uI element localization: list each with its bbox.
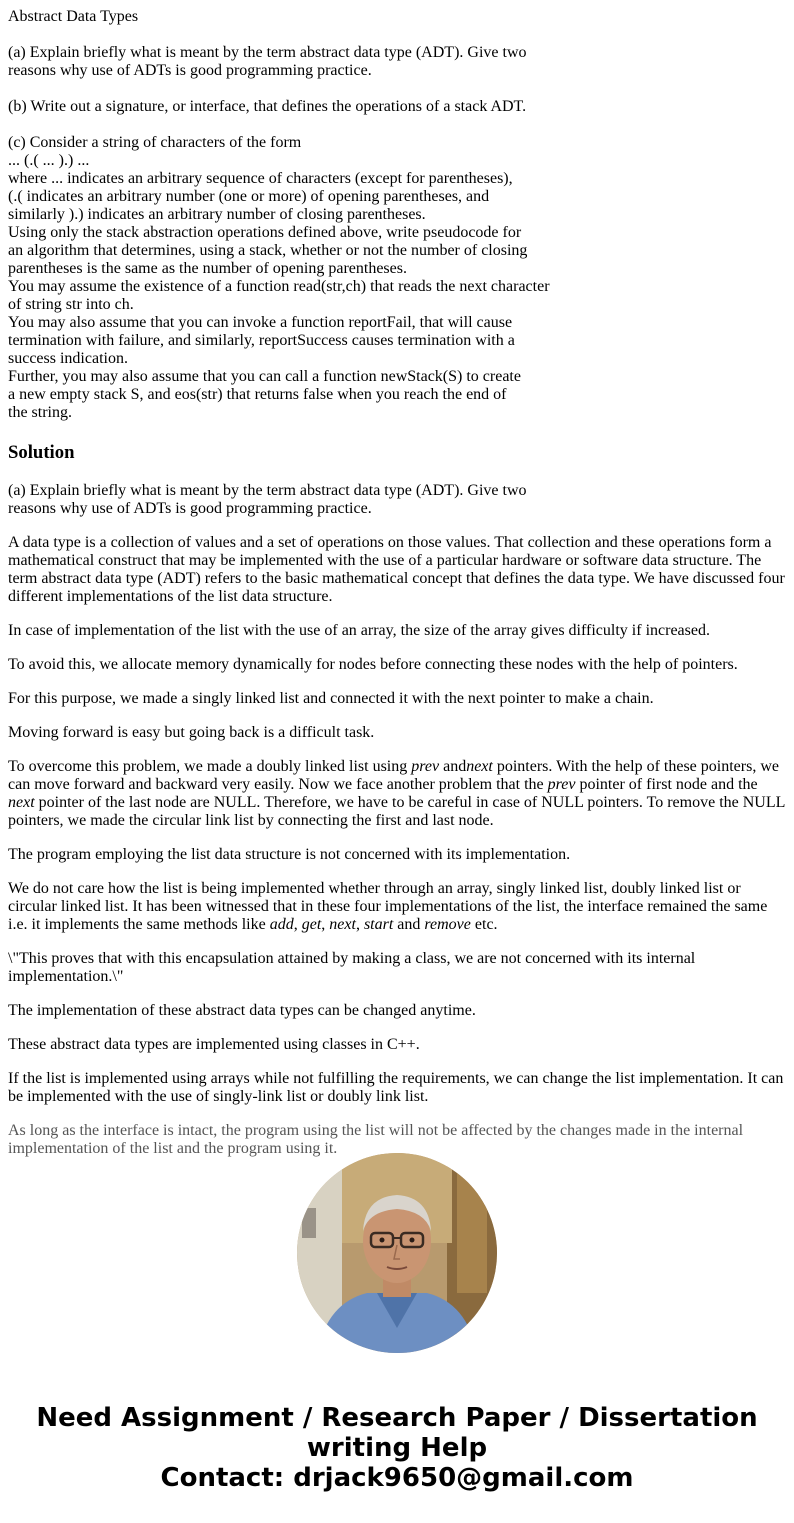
solution-heading: Solution: [8, 442, 75, 463]
solution-paragraph: A data type is a collection of values and a set of operations on those values. That collection and these operations form a mathematical construct that may be implemented with the use of a particular hardware or software data structure. The term abstract data type (ADT) refers to the basic mathematical concept that defines the data type. We have discussed four different implementations of the list data structure.: [8, 534, 785, 605]
solution-paragraph: To overcome this problem, we made a doubly linked list using prev andnext pointers. With the help of these pointers, we can move forward and backward very easily. Now we face another problem that the prev pointer of first node and the next pointer of the last node are NULL. Therefore, we have to be careful in case of NULL pointers. To remove the NULL pointers, we made the circular link list by connecting the first and last node.: [8, 758, 785, 829]
solution-restated-question: (a) Explain briefly what is meant by the term abstract data type (ADT). Give two reasons why use of ADTs is good programming practice.: [8, 482, 527, 517]
solution-paragraph: If the list is implemented using arrays while not fulfilling the requirements, we can change the list implementation. It can be implemented with the use of singly-link list or doubly link list.: [8, 1070, 784, 1105]
solution-paragraph: Moving forward is easy but going back is a difficult task.: [8, 724, 375, 741]
solution-paragraph: These abstract data types are implemented using classes in C++.: [8, 1036, 420, 1053]
solution-paragraph: The implementation of these abstract data types can be changed anytime.: [8, 1002, 476, 1019]
question-part-c-line: success indication.: [8, 350, 128, 367]
question-part-c-line: similarly ).) indicates an arbitrary number of closing parentheses.: [8, 206, 426, 223]
question-part-c-line: Using only the stack abstraction operations defined above, write pseudocode for: [8, 224, 522, 241]
footer-line: Need Assignment / Research Paper / Dissertation: [36, 1403, 758, 1433]
document-content: [8, 0, 788, 1157]
question-part-c-line: ... (.( ... ).) ...: [8, 152, 90, 169]
question-part-c-line: (.( indicates an arbitrary number (one or more) of opening parentheses, and: [8, 188, 490, 205]
question-block: [8, 8, 788, 422]
solution-paragraph: To avoid this, we allocate memory dynamically for nodes before connecting these nodes with the help of pointers.: [8, 656, 738, 673]
question-part-c-line: an algorithm that determines, using a stack, whether or not the number of closing: [8, 242, 528, 259]
question-part-c-line: where ... indicates an arbitrary sequence of characters (except for parentheses),: [8, 170, 513, 187]
solution-paragraph: \"This proves that with this encapsulation attained by making a class, we are not concerned with its internal implementation.\": [8, 950, 696, 985]
solution-paragraph: The program employing the list data structure is not concerned with its implementation.: [8, 846, 571, 863]
question-part-c-line: parentheses is the same as the number of opening parentheses.: [8, 260, 407, 277]
question-part-b-line: (b) Write out a signature, or interface, that defines the operations of a stack ADT.: [8, 98, 527, 115]
question-title: Abstract Data Types: [8, 8, 139, 25]
solution-paragraph: We do not care how the list is being implemented whether through an array, singly linked list, doubly linked list or circular linked list. It has been witnessed that in these four implementations of the list, the interface remained the same i.e. it implements the same methods like add, get, next, start and remove etc.: [8, 880, 768, 933]
question-part-c-line: Further, you may also assume that you can call a function newStack(S) to create: [8, 368, 521, 385]
author-avatar: [297, 1153, 497, 1353]
question-part-c-line: the string.: [8, 404, 72, 421]
question-part-c-line: termination with failure, and similarly, reportSuccess causes termination with a: [8, 332, 515, 349]
question-part-c-line: You may assume the existence of a function read(str,ch) that reads the next character: [8, 278, 550, 295]
question-part-c-line: You may also assume that you can invoke a function reportFail, that will cause: [8, 314, 513, 331]
solution-paragraph: As long as the interface is intact, the program using the list will not be affected by the changes made in the internal implementation of the list and the program using it.: [8, 1122, 744, 1157]
solution-paragraph: For this purpose, we made a singly linked list and connected it with the next pointer to make a chain.: [8, 690, 654, 707]
footer-contact: Contact: drjack9650@gmail.com: [160, 1463, 634, 1493]
question-part-a-line: (a) Explain briefly what is meant by the term abstract data type (ADT). Give two: [8, 44, 527, 61]
question-part-a-line: reasons why use of ADTs is good programming practice.: [8, 62, 372, 79]
solution-paragraph: In case of implementation of the list with the use of an array, the size of the array gives difficulty if increased.: [8, 622, 710, 639]
footer-line: writing Help: [306, 1433, 488, 1463]
question-part-c-line: a new empty stack S, and eos(str) that returns false when you reach the end of: [8, 386, 507, 403]
footer-banner: [0, 1403, 794, 1493]
question-part-c-line: of string str into ch.: [8, 296, 134, 313]
question-part-c-line: (c) Consider a string of characters of the form: [8, 134, 302, 151]
